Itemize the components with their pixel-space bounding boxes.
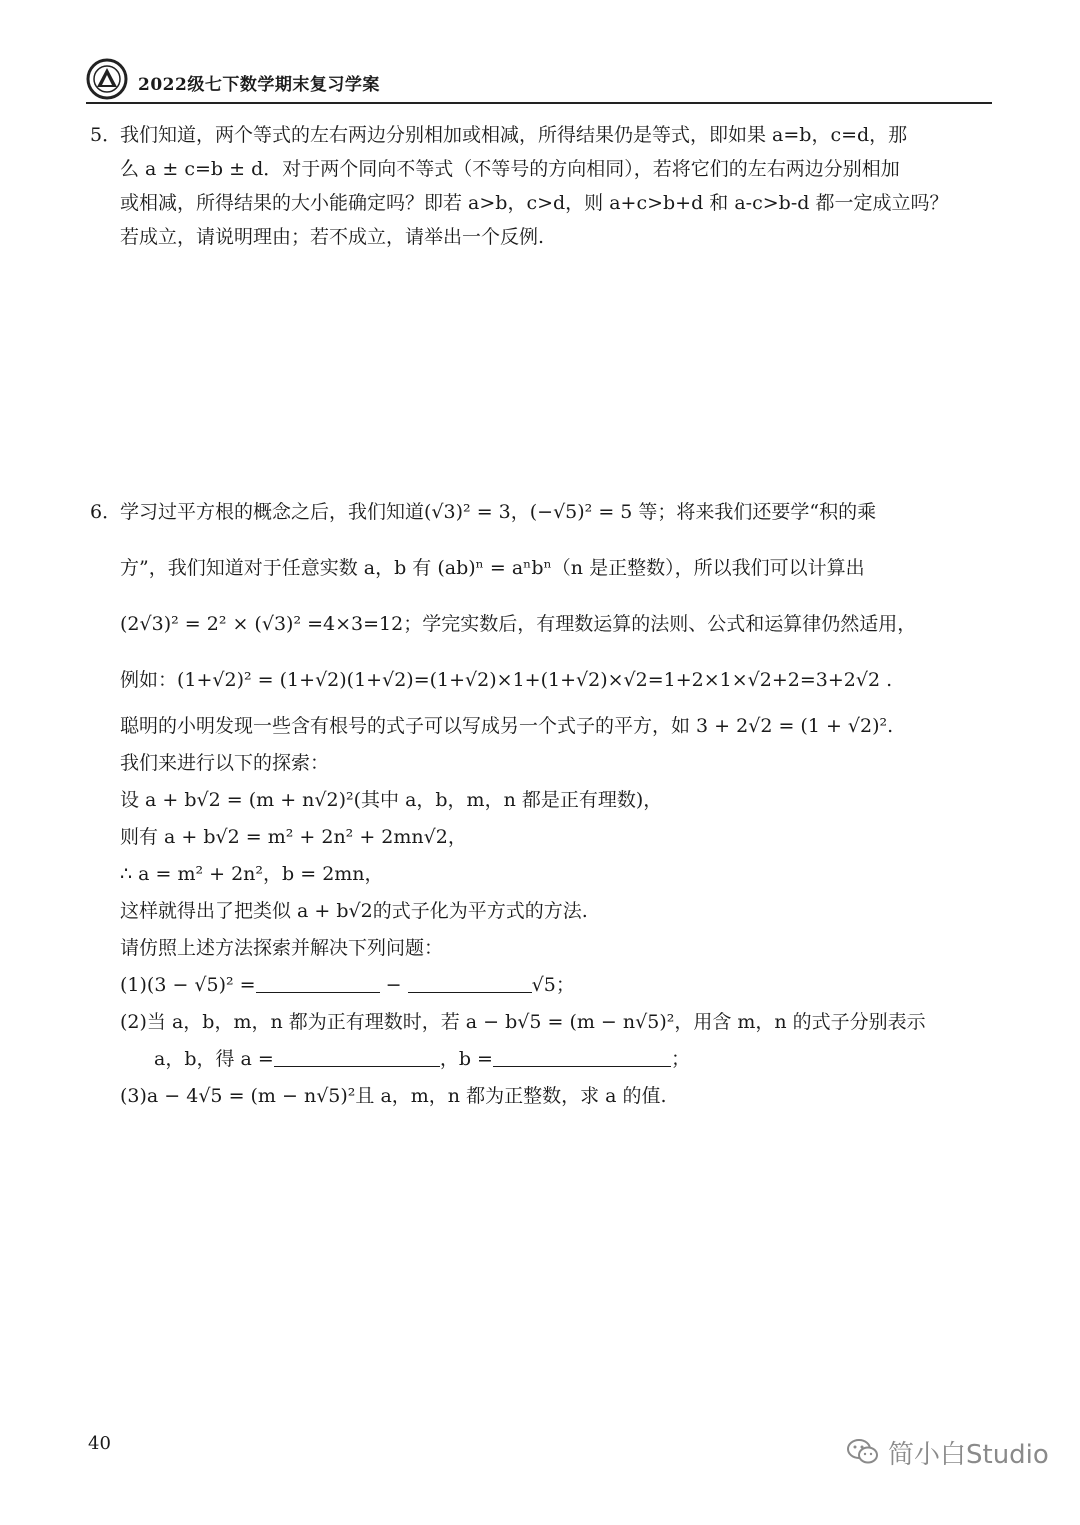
answer-blank-b[interactable]: [493, 1044, 671, 1067]
wechat-icon: [846, 1437, 880, 1467]
q6-line-11: 请仿照上述方法探索并解决下列问题：: [120, 937, 444, 959]
q6-line-7: 设 a + b√2 = (m + n√2)²(其中 a，b，m，n 都是正有理数)，: [120, 789, 663, 811]
watermark: [846, 1432, 1049, 1472]
q5-line-1: 我们知道，两个等式的左右两边分别相加或相减，所得结果仍是等式，即如果 a=b，c=d，那: [120, 124, 908, 146]
school-emblem-icon: [86, 58, 128, 100]
answer-blank-a[interactable]: [274, 1044, 440, 1067]
answer-blank[interactable]: [256, 970, 380, 993]
answer-blank[interactable]: [408, 970, 532, 993]
page-header: [86, 58, 992, 104]
q5-line-4: 若成立，请说明理由；若不成立，请举出一个反例.: [120, 226, 545, 248]
watermark-text: 简小白Studio: [888, 1439, 1049, 1470]
q6-line-8: 则有 a + b√2 = m² + 2n² + 2mn√2，: [120, 826, 467, 848]
q6-part-2-answers: a，b，得 a = ，b = ；: [120, 1041, 995, 1078]
q6-line-6: 我们来进行以下的探索：: [120, 752, 330, 774]
page-number: 40: [88, 1433, 111, 1454]
q6-line-9: ∴ a = m² + 2n²，b = 2mn，: [120, 863, 384, 885]
header-title: 2022级七下数学期末复习学案: [138, 75, 380, 95]
q6-line-5: 聪明的小明发现一些含有根号的式子可以写成另一个式子的平方，如 3 + 2√2 = (1 + √2)².: [120, 715, 894, 737]
q6-part-1: (1)(3 − √5)² = − √5；: [120, 967, 995, 1004]
q6-line-10: 这样就得出了把类似 a + b√2的式子化为平方式的方法.: [120, 900, 588, 922]
q6-line-4: 例如：(1+√2)² = (1+√2)(1+√2)=(1+√2)×1+(1+√2)×√2=1+2×1×√2+2=3+2√2 .: [120, 669, 893, 691]
q5-line-3: 或相减，所得结果的大小能确定吗？即若 a>b，c>d，则 a+c>b+d 和 a-c>b-d 都一定成立吗？: [120, 192, 949, 214]
q5-line-2: 么 a ± c=b ± d．对于两个同向不等式（不等号的方向相同），若将它们的左右两边分别相加: [120, 158, 900, 180]
question-6: [90, 484, 995, 1115]
q6-part-2: (2)当 a，b，m，n 都为正有理数时，若 a − b√5 = (m − n√5)²，用含 m，n 的式子分别表示: [120, 1011, 926, 1033]
header-divider: [86, 102, 992, 104]
q6-line-3: (2√3)² = 2² × (√3)² =4×3=12；学完实数后，有理数运算的法则、公式和运算律仍然适用，: [120, 613, 917, 635]
q6-line-1: 学习过平方根的概念之后，我们知道(√3)² = 3，(−√5)² = 5 等；将来我们还要学“积的乘: [120, 501, 877, 523]
q6-part-3: (3)a − 4√5 = (m − n√5)²且 a，m，n 都为正整数，求 a 的值.: [120, 1085, 667, 1107]
q6-line-2: 方”，我们知道对于任意实数 a，b 有 (ab)ⁿ = aⁿbⁿ（n 是正整数），所以我们可以计算出: [120, 557, 865, 579]
question-5: [90, 118, 995, 254]
question-number: 6．: [90, 501, 122, 523]
question-number: 5．: [90, 124, 122, 146]
